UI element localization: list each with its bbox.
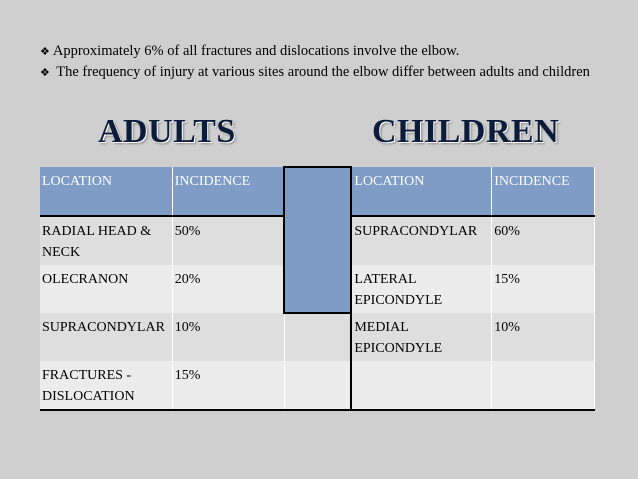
intro-text: [40, 41, 610, 83]
child-incidence-cell: 10%: [492, 313, 595, 361]
child-incidence-cell: [492, 361, 595, 410]
spacer-cell: [284, 361, 351, 410]
incidence-table: [40, 166, 595, 411]
adult-location-cell: RADIAL HEAD & NECK: [40, 216, 172, 265]
adult-location-cell: OLECRANON: [40, 265, 172, 313]
spacer-cell: [284, 313, 351, 361]
child-location-cell: SUPRACONDYLAR: [351, 216, 491, 265]
adult-location-cell: SUPRACONDYLAR: [40, 313, 172, 361]
child-incidence-cell: 15%: [492, 265, 595, 313]
spacer-cell: [284, 167, 351, 216]
table-row: [40, 361, 595, 410]
adults-heading: ADULTS: [98, 113, 236, 150]
diamond-bullet-icon: ❖: [40, 45, 50, 58]
adult-incidence-cell: 15%: [172, 361, 284, 410]
table-header-row: [40, 167, 595, 216]
child-incidence-header: INCIDENCE: [492, 167, 595, 216]
adult-incidence-cell: 10%: [172, 313, 284, 361]
table-row: [40, 265, 595, 313]
table-row: [40, 216, 595, 265]
intro-line-1: Approximately 6% of all fractures and dislocations involve the elbow.: [52, 43, 460, 59]
child-location-cell: [351, 361, 491, 410]
spacer-cell: [284, 265, 351, 313]
child-incidence-cell: 60%: [492, 216, 595, 265]
child-location-header: LOCATION: [351, 167, 491, 216]
adult-incidence-cell: 50%: [172, 216, 284, 265]
adult-incidence-header: INCIDENCE: [172, 167, 284, 216]
intro-bullet-1: [40, 41, 610, 62]
intro-bullet-2: [40, 62, 610, 83]
adult-incidence-cell: 20%: [172, 265, 284, 313]
diamond-bullet-icon: ❖: [40, 66, 50, 79]
adult-location-header: LOCATION: [40, 167, 172, 216]
intro-line-2: The frequency of injury at various sites around the elbow differ between adults and children: [52, 64, 590, 80]
table-row: [40, 313, 595, 361]
child-location-cell: MEDIAL EPICONDYLE: [351, 313, 491, 361]
children-heading: CHILDREN: [372, 113, 560, 150]
adult-location-cell: FRACTURES - DISLOCATION: [40, 361, 172, 410]
spacer-cell: [284, 216, 351, 265]
child-location-cell: LATERAL EPICONDYLE: [351, 265, 491, 313]
